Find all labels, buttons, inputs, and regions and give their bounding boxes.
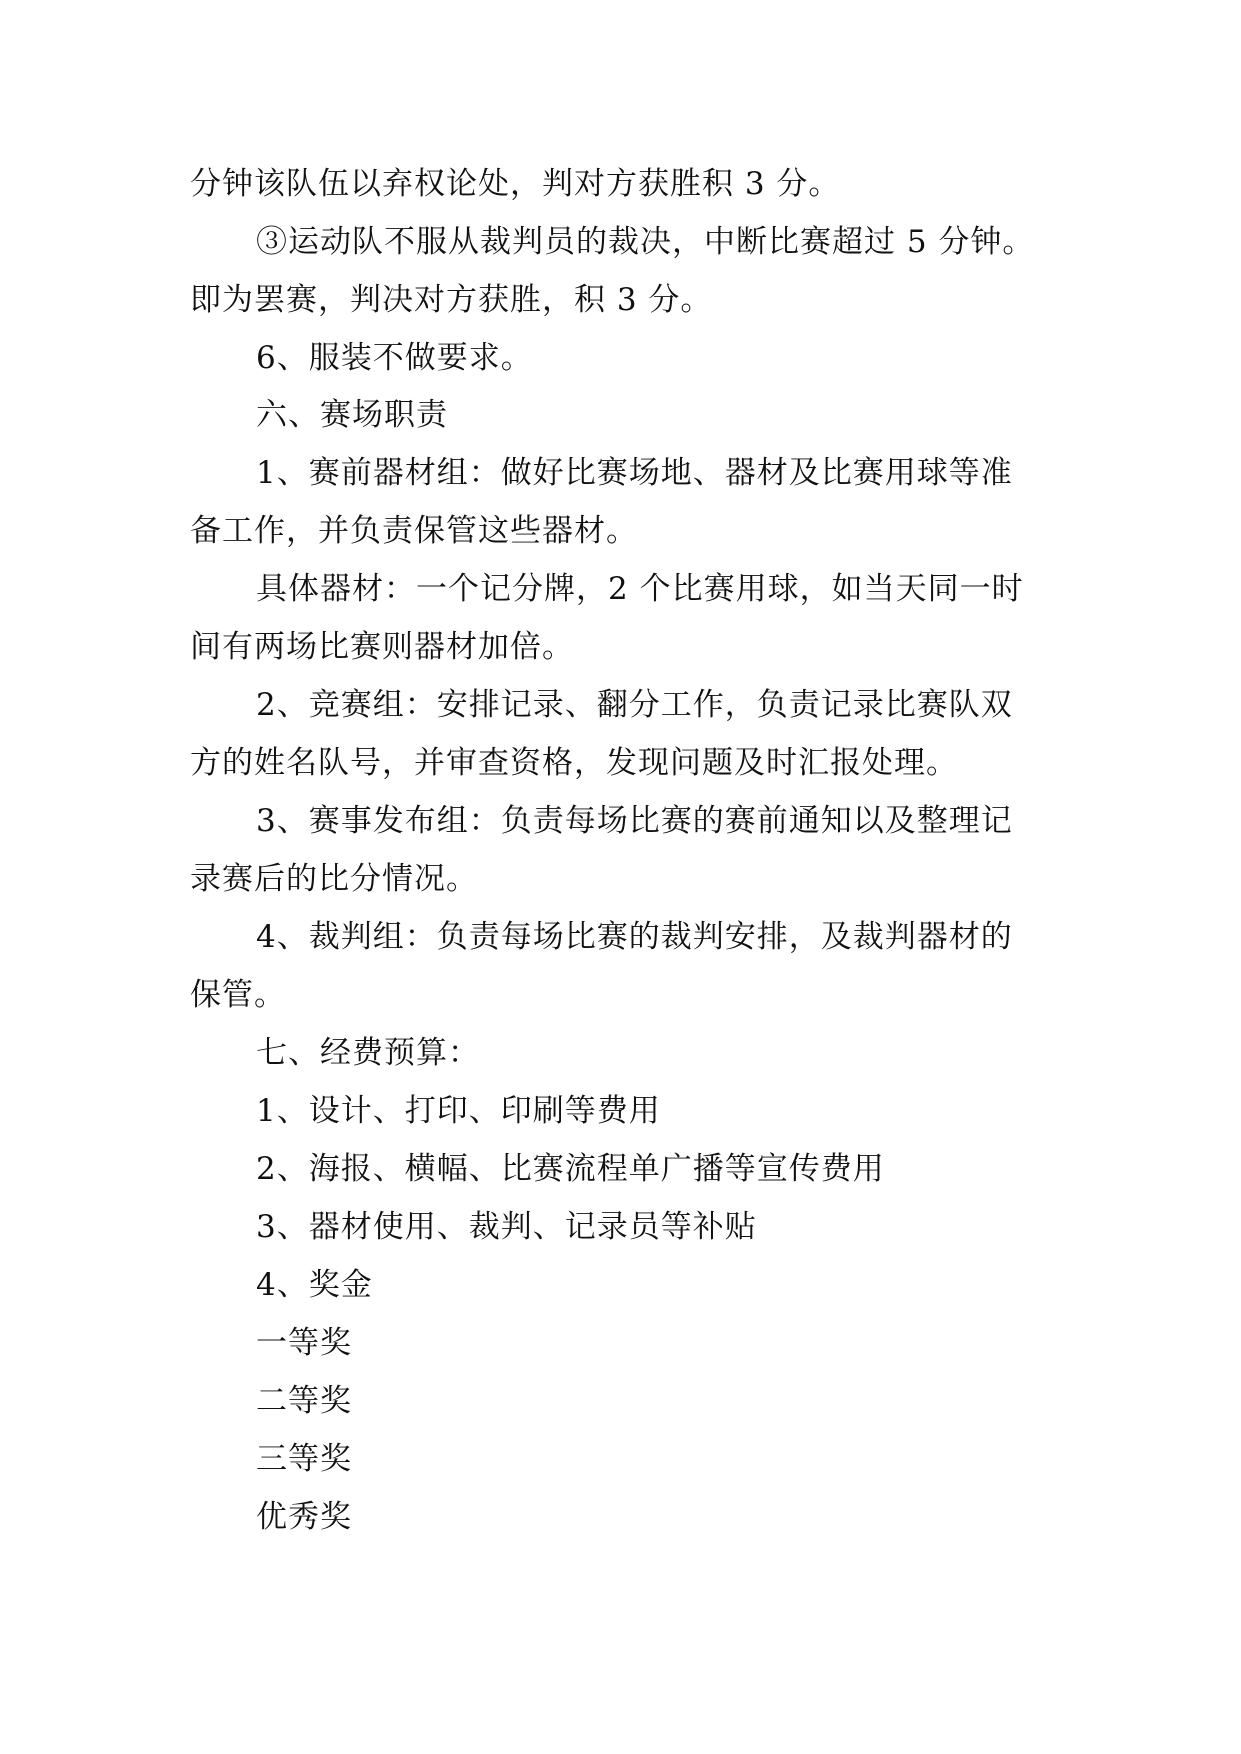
text-line: 备工作，并负责保管这些器材。 bbox=[190, 513, 638, 549]
prize-item: 一等奖 bbox=[256, 1325, 352, 1361]
text-line: 间有两场比赛则器材加倍。 bbox=[190, 629, 574, 665]
text-line: 1、设计、打印、印刷等费用 bbox=[256, 1093, 661, 1129]
text-line: 具体器材：一个记分牌，2 个比赛用球，如当天同一时 bbox=[256, 571, 1024, 607]
text-line: 保管。 bbox=[190, 977, 286, 1013]
text-line: 分钟该队伍以弃权论处，判对方获胜积 3 分。 bbox=[190, 166, 841, 202]
prize-item: 二等奖 bbox=[256, 1383, 352, 1419]
prize-item: 三等奖 bbox=[256, 1441, 352, 1477]
text-line: 4、裁判组：负责每场比赛的裁判安排，及裁判器材的 bbox=[256, 919, 1013, 955]
text-line: 3、器材使用、裁判、记录员等补贴 bbox=[256, 1209, 757, 1245]
text-line: 6、服装不做要求。 bbox=[256, 340, 533, 376]
prize-item: 优秀奖 bbox=[256, 1499, 352, 1535]
text-line: 2、海报、横幅、比赛流程单广播等宣传费用 bbox=[256, 1151, 885, 1187]
text-line: ③运动队不服从裁判员的裁决，中断比赛超过 5 分钟。 bbox=[256, 224, 1035, 260]
text-line: 4、奖金 bbox=[256, 1267, 373, 1303]
text-line: 即为罢赛，判决对方获胜，积 3 分。 bbox=[190, 282, 713, 318]
text-line: 录赛后的比分情况。 bbox=[190, 861, 478, 897]
text-line: 1、赛前器材组：做好比赛场地、器材及比赛用球等准 bbox=[256, 455, 1013, 491]
section-heading: 六、赛场职责 bbox=[256, 397, 448, 433]
text-line: 3、赛事发布组：负责每场比赛的赛前通知以及整理记 bbox=[256, 803, 1013, 839]
section-heading: 七、经费预算： bbox=[256, 1035, 480, 1071]
text-line: 方的姓名队号，并审查资格，发现问题及时汇报处理。 bbox=[190, 745, 958, 781]
text-line: 2、竞赛组：安排记录、翻分工作，负责记录比赛队双 bbox=[256, 687, 1013, 723]
